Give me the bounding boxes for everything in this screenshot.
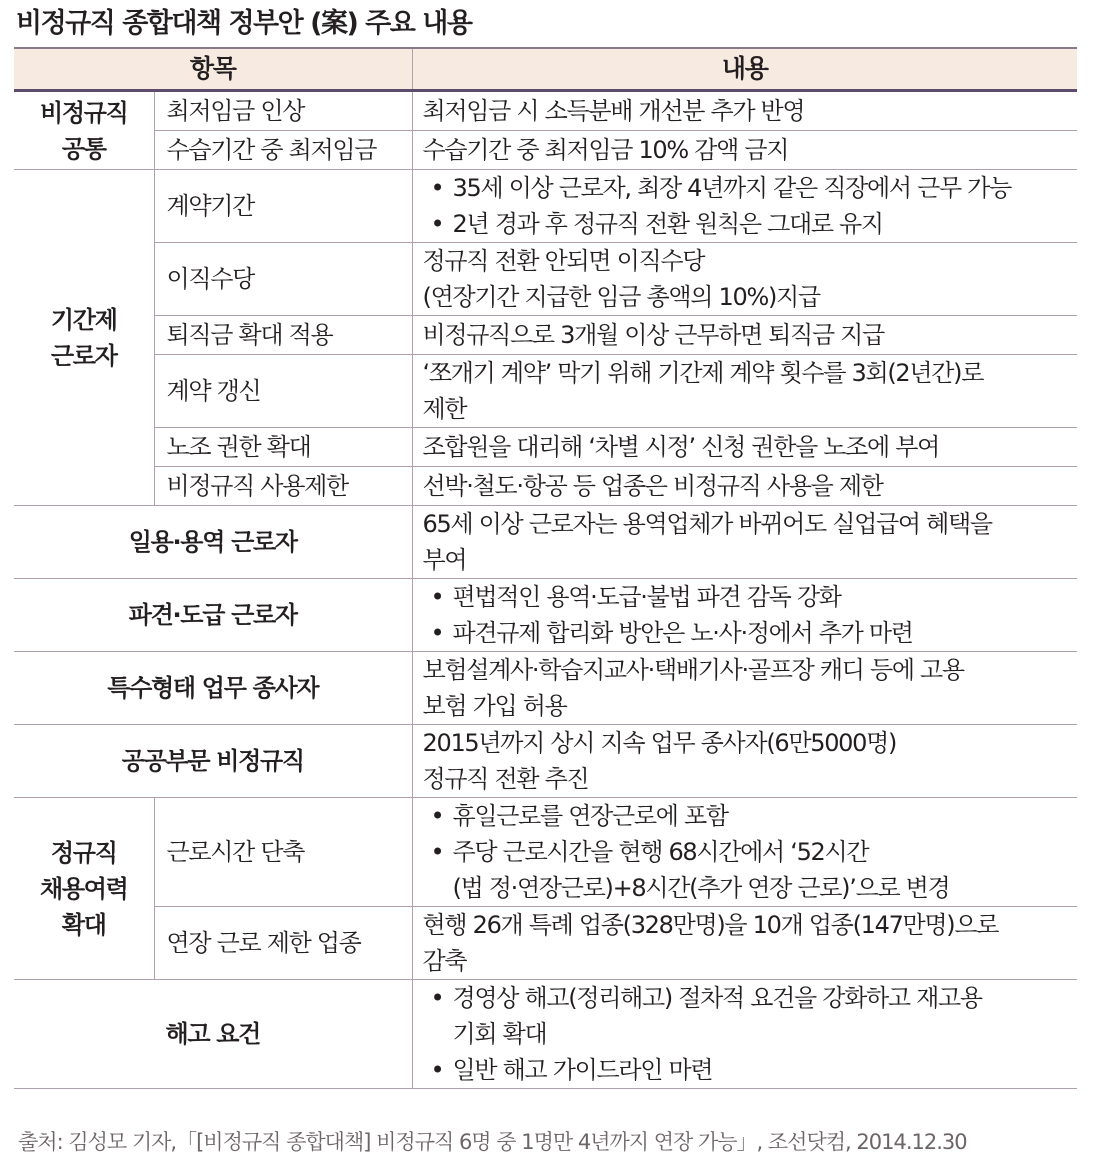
item-cell: 수습기간 중 최저임금 xyxy=(154,131,412,170)
item-cell: 계약기간 xyxy=(154,170,412,243)
category-dismissal: 해고 요건 xyxy=(14,980,412,1089)
table-row xyxy=(14,725,1077,798)
content-cell: 비정규직으로 3개월 이상 근무하면 퇴직금 지급 xyxy=(412,316,1077,355)
table-row xyxy=(14,907,1077,980)
bullet-continuation: (법 정·연장근로)+8시간(추가 연장 근로)’으로 변경 xyxy=(452,874,950,902)
table-row xyxy=(14,91,1077,131)
table-row xyxy=(14,579,1077,652)
content-cell: 조합원을 대리해 ‘차별 시정’ 신청 권한을 노조에 부여 xyxy=(412,428,1077,467)
table-row xyxy=(14,467,1077,506)
bullet-item: • 35세 이상 근로자, 최장 4년까지 같은 직장에서 근무 가능 xyxy=(423,170,1078,206)
item-cell: 비정규직 사용제한 xyxy=(154,467,412,506)
table-row xyxy=(14,316,1077,355)
category-common: 비정규직 공통 xyxy=(14,91,154,170)
bullet-item: • 2년 경과 후 정규직 전환 원칙은 그대로 유지 xyxy=(423,206,1078,242)
table-row xyxy=(14,355,1077,428)
content-cell xyxy=(412,170,1077,243)
table-row xyxy=(14,980,1077,1089)
item-cell: 퇴직금 확대 적용 xyxy=(154,316,412,355)
content-cell: 65세 이상 근로자는 용역업체가 바뀌어도 실업급여 혜택을 부여 xyxy=(412,506,1077,579)
source-citation: 출처: 김성모 기자,「[비정규직 종합대책] 비정규직 6명 중 1명만 4년까지 연장 가능」, 조선닷컴, 2014.12.30 xyxy=(18,1130,967,1154)
item-cell: 최저임금 인상 xyxy=(154,91,412,131)
table-row xyxy=(14,428,1077,467)
content-cell: 선박·철도·항공 등 업종은 비정규직 사용을 제한 xyxy=(412,467,1077,506)
bullet-continuation: 기회 확대 xyxy=(452,1020,547,1048)
content-cell: ‘쪼개기 계약’ 막기 위해 기간제 계약 횟수를 3회(2년간)로 제한 xyxy=(412,355,1077,428)
item-cell: 근로시간 단축 xyxy=(154,798,412,907)
bullet-item: • 일반 해고 가이드라인 마련 xyxy=(423,1052,1078,1088)
category-daily: 일용·용역 근로자 xyxy=(14,506,412,579)
table-row xyxy=(14,506,1077,579)
category-dispatch: 파견·도급 근로자 xyxy=(14,579,412,652)
bullet-item: • 편법적인 용역·도급·불법 파견 감독 강화 xyxy=(423,579,1078,615)
header-item: 항목 xyxy=(14,48,412,91)
category-public: 공공부문 비정규직 xyxy=(14,725,412,798)
item-cell: 이직수당 xyxy=(154,243,412,316)
category-fixed-term: 기간제 근로자 xyxy=(14,170,154,506)
policy-table xyxy=(14,47,1077,1089)
content-cell: 수습기간 중 최저임금 10% 감액 금지 xyxy=(412,131,1077,170)
content-cell: 현행 26개 특례 업종(328만명)을 10개 업종(147만명)으로 감축 xyxy=(412,907,1077,980)
header-content: 내용 xyxy=(412,48,1077,91)
table-row xyxy=(14,170,1077,243)
item-cell: 계약 갱신 xyxy=(154,355,412,428)
content-cell xyxy=(412,798,1077,907)
item-cell: 연장 근로 제한 업종 xyxy=(154,907,412,980)
table-row xyxy=(14,243,1077,316)
bullet-item: • 주당 근로시간을 현행 68시간에서 ‘52시간 xyxy=(423,834,1078,870)
table-row xyxy=(14,131,1077,170)
content-cell xyxy=(412,579,1077,652)
bullet-item: • 휴일근로를 연장근로에 포함 xyxy=(423,798,1078,834)
content-cell: 정규직 전환 안되면 이직수당 (연장기간 지급한 임금 총액의 10%)지급 xyxy=(412,243,1077,316)
page-title: 비정규직 종합대책 정부안 (案) 주요 내용 xyxy=(16,8,472,39)
bullet-item: • 파견규제 합리화 방안은 노·사·정에서 추가 마련 xyxy=(423,615,1078,651)
content-cell: 보험설계사·학습지교사·택배기사·골프장 캐디 등에 고용 보험 가입 허용 xyxy=(412,652,1077,725)
content-cell: 최저임금 시 소득분배 개선분 추가 반영 xyxy=(412,91,1077,131)
content-cell xyxy=(412,980,1077,1089)
bullet-item: • 경영상 해고(정리해고) 절차적 요건을 강화하고 재고용 xyxy=(423,980,1078,1016)
table-row xyxy=(14,798,1077,907)
table-row xyxy=(14,652,1077,725)
category-special: 특수형태 업무 종사자 xyxy=(14,652,412,725)
content-cell: 2015년까지 상시 지속 업무 종사자(6만5000명) 정규직 전환 추진 xyxy=(412,725,1077,798)
category-hiring: 정규직 채용여력 확대 xyxy=(14,798,154,980)
item-cell: 노조 권한 확대 xyxy=(154,428,412,467)
